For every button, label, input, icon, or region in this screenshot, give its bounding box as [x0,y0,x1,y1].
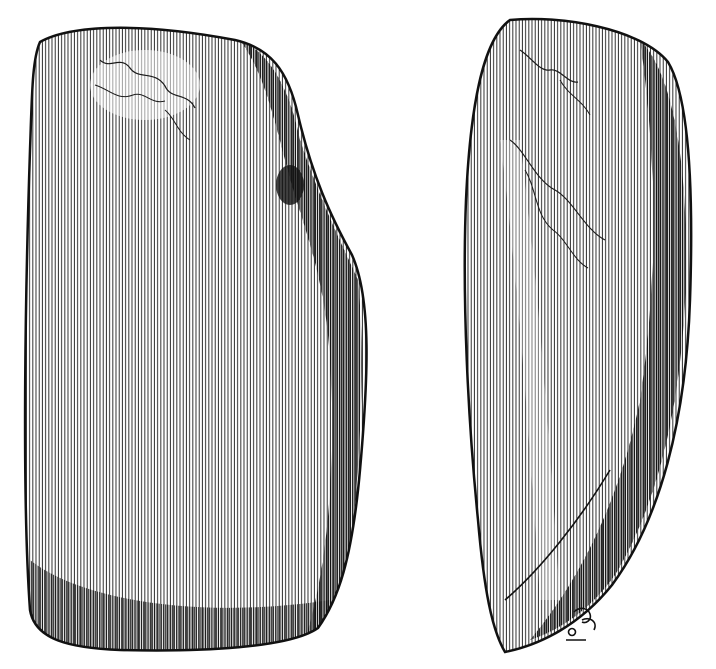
right-celt [440,0,716,669]
